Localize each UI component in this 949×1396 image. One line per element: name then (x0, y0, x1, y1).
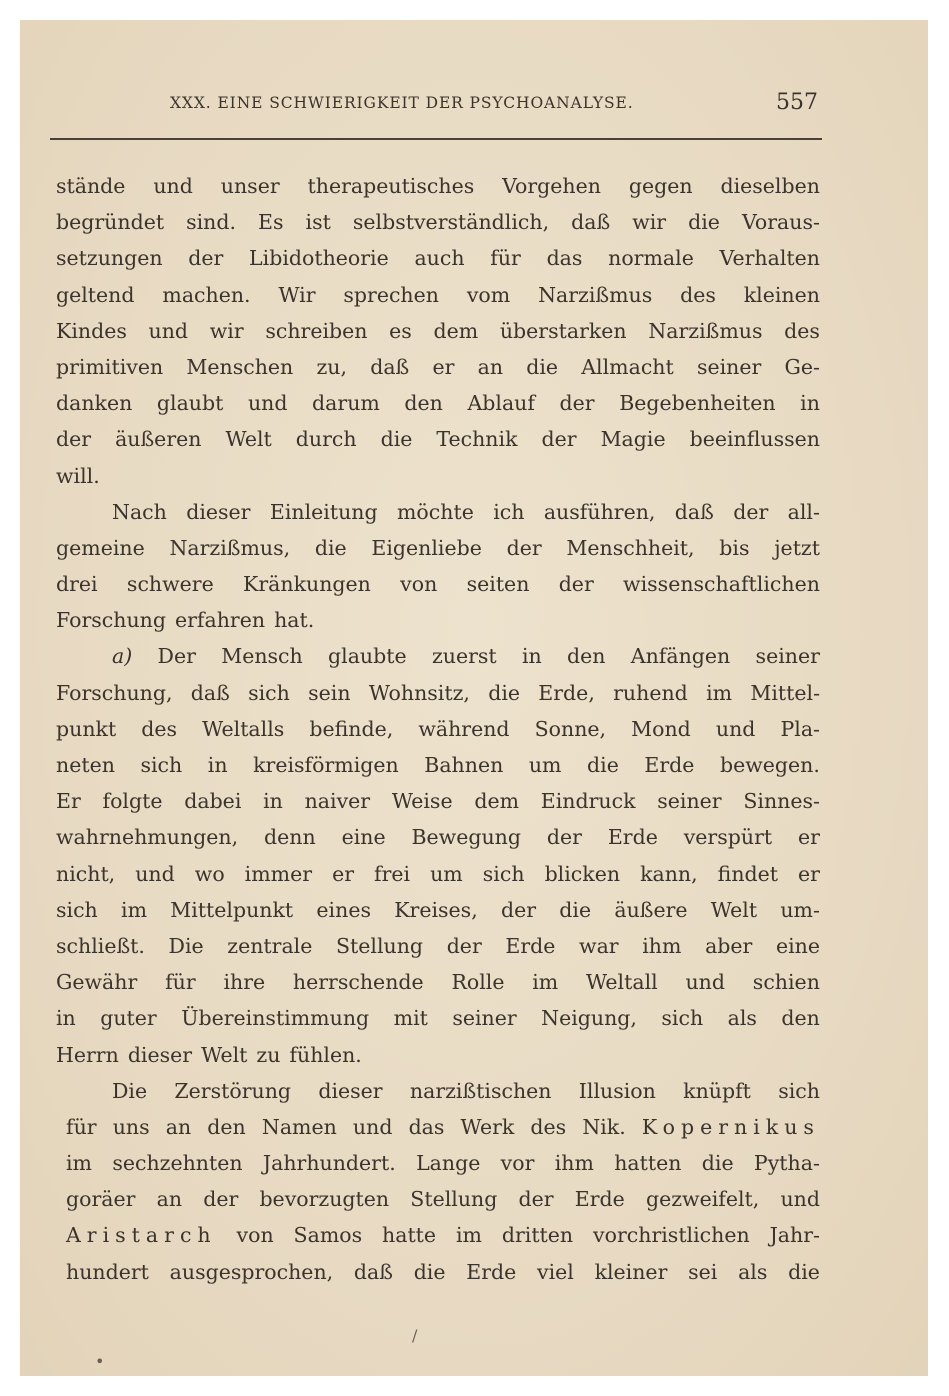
word: der (188, 246, 224, 271)
word: in (56, 1006, 76, 1031)
word: glaubte (328, 644, 407, 669)
word: Der (157, 644, 196, 669)
word: unser (220, 174, 280, 198)
word: Sonne, (534, 716, 607, 741)
word: das (408, 1114, 445, 1139)
text-line (56, 1217, 820, 1253)
word: Kreises, (394, 897, 478, 922)
word: um- (780, 897, 820, 922)
word: Menschheit, (566, 535, 695, 560)
word: schwere (126, 572, 214, 597)
word: Es (258, 210, 284, 235)
word: Neigung, (541, 1006, 637, 1031)
word: Erde (466, 1259, 517, 1284)
word: äußere (614, 897, 688, 922)
word: neten (56, 753, 115, 777)
word: viel (537, 1259, 574, 1284)
text-line (56, 711, 820, 747)
word: Bewegung (411, 825, 521, 850)
word: Voraus- (741, 210, 820, 235)
word: im (455, 1223, 482, 1248)
word: fühlen. (289, 1042, 362, 1067)
word: dieser (318, 1078, 383, 1103)
word: Welt (201, 1042, 248, 1067)
word: denn (264, 825, 316, 850)
word: daß (674, 499, 714, 524)
word: wissenschaftlichen (623, 572, 820, 597)
word: kreisförmigen (253, 753, 399, 777)
word: narzißtischen (409, 1078, 552, 1103)
word: Weise (391, 789, 453, 814)
text-line (56, 1073, 820, 1109)
word: und (715, 716, 756, 741)
word: Sinnes- (743, 789, 820, 814)
text-line (56, 1254, 820, 1290)
word: ausgesprochen, (169, 1259, 334, 1284)
word: Erde (644, 753, 695, 777)
word: Eindruck (540, 789, 636, 814)
word: das (546, 246, 583, 271)
word: in (800, 391, 820, 416)
text-line (56, 530, 820, 566)
word: sich (661, 1006, 704, 1031)
word: bevorzugten (259, 1187, 390, 1212)
word: im (706, 680, 733, 705)
word: Nik. (582, 1114, 626, 1139)
word: Wohnsitz, (368, 680, 470, 705)
word: Pytha- (753, 1151, 820, 1176)
word: schreiben (265, 318, 368, 343)
word: Narzißmus (538, 282, 653, 307)
word: Werk (460, 1114, 515, 1139)
text-line (56, 385, 820, 421)
word: hatte (382, 1223, 437, 1248)
word: er (798, 861, 820, 886)
word: sich (482, 861, 525, 886)
word: kann, (640, 861, 698, 886)
word: Kopernikus (641, 1114, 820, 1139)
word: Stellung (410, 1187, 498, 1212)
page-header (50, 88, 820, 122)
word: Herrn (56, 1042, 119, 1067)
word: und (352, 1114, 393, 1139)
word: Weltall (586, 970, 658, 995)
word: nicht, (56, 861, 116, 886)
word: begründet (56, 210, 165, 235)
word: den (781, 1006, 820, 1031)
word: hat. (274, 608, 315, 633)
word: findet (717, 861, 779, 886)
word: Wir (278, 282, 316, 307)
word: den (404, 391, 443, 416)
text-line (56, 566, 820, 602)
word: der (446, 933, 482, 958)
word: Aristarch (66, 1223, 217, 1248)
word: seiten (466, 572, 530, 597)
word: Samos (293, 1223, 363, 1248)
word: der (546, 825, 582, 850)
text-line (56, 1145, 820, 1181)
word: wir (209, 318, 244, 343)
word: in (207, 753, 228, 777)
word: Begebenheiten (619, 391, 776, 416)
text-line (56, 964, 820, 1000)
word: folgte (102, 789, 163, 814)
word: an (477, 354, 504, 379)
word: befinde, (309, 716, 394, 741)
text-line (56, 494, 820, 530)
word: er (332, 861, 354, 886)
word: dieselben (720, 174, 820, 198)
text-line (56, 168, 820, 204)
word: sich (140, 753, 183, 777)
word: sind. (186, 210, 237, 235)
word: vor (500, 1151, 535, 1176)
word: als (738, 1259, 768, 1284)
text-line (56, 783, 820, 819)
word: dieser (127, 1042, 193, 1067)
word: als (727, 1006, 757, 1031)
word: an (165, 1114, 192, 1139)
word: Mittel- (750, 680, 820, 705)
body-text (56, 168, 820, 1290)
text-line (56, 1181, 820, 1217)
word: und (135, 861, 175, 886)
word: der (56, 427, 92, 452)
text-line (56, 747, 820, 783)
header-rule (50, 138, 822, 140)
word: sei (688, 1259, 718, 1284)
word: Narzißmus (648, 318, 763, 343)
word: Illusion (578, 1078, 656, 1103)
word: naiver (304, 789, 371, 814)
word: Zerstörung (174, 1078, 292, 1103)
word: verspürt (683, 825, 773, 850)
word: des (784, 318, 820, 343)
word: von (236, 1223, 274, 1248)
word: stände (56, 174, 126, 198)
word: kleinen (743, 282, 820, 307)
word: die (701, 1151, 734, 1176)
word: die (526, 354, 559, 379)
word: der (733, 499, 769, 524)
word: und (153, 174, 193, 198)
text-line (56, 313, 820, 349)
word: die (314, 535, 347, 560)
word: in (521, 644, 542, 669)
word: Gewähr (56, 970, 138, 995)
word: er (798, 825, 820, 850)
text-line (56, 675, 820, 711)
word: primitiven (56, 354, 164, 379)
word: kleiner (594, 1259, 668, 1284)
word: Forschung, (56, 680, 173, 705)
word: der (558, 572, 594, 597)
word: der (518, 1187, 554, 1212)
word: Ge- (784, 354, 820, 379)
word: Erde (505, 933, 556, 958)
word: für (66, 1114, 97, 1139)
word: seiner (755, 644, 820, 669)
word: drei (56, 572, 98, 597)
word: uns (112, 1114, 150, 1139)
word: die (413, 1259, 446, 1284)
word: während (418, 716, 510, 741)
word: jetzt (774, 535, 820, 560)
word: Stellung (336, 933, 424, 958)
word: eine (341, 825, 386, 850)
word: wo (194, 861, 225, 886)
word: Die (168, 933, 204, 958)
word: der (500, 897, 537, 922)
word: die (688, 210, 720, 235)
word: Mensch (221, 644, 303, 669)
word: wahrnehmungen, (56, 825, 239, 850)
word: Rolle (451, 970, 505, 995)
word: gemeine (56, 535, 145, 560)
word: im (121, 897, 148, 922)
word: die (488, 680, 521, 705)
word: im (66, 1151, 92, 1176)
text-line (56, 1000, 820, 1036)
word: punkt (56, 716, 117, 741)
word: die (788, 1259, 820, 1284)
page-number: 557 (776, 90, 818, 115)
word: auch (414, 246, 465, 271)
word: darum (312, 391, 380, 416)
word: um (528, 753, 562, 777)
word: immer (244, 861, 313, 886)
word: mit (393, 1006, 428, 1031)
text-line (56, 856, 820, 892)
word: Bahnen (424, 753, 504, 777)
word: Eigenliebe (371, 535, 482, 560)
word: seiner (452, 1006, 517, 1031)
word: erfahren (174, 608, 266, 633)
word: Ablauf (467, 391, 535, 416)
word: ist (305, 210, 331, 235)
word: den (207, 1114, 246, 1139)
word: ausführen, (543, 499, 656, 524)
text-line (56, 240, 820, 276)
word: sich (248, 680, 290, 705)
text-line (56, 458, 820, 494)
word: Narzißmus, (169, 535, 291, 560)
word: goräer (66, 1187, 136, 1212)
word: guter (100, 1006, 157, 1031)
text-line (56, 421, 820, 457)
word: Weltalls (202, 716, 285, 741)
word: geltend (56, 282, 135, 307)
word: ihre (223, 970, 266, 995)
word: dem (433, 318, 479, 343)
word: Pla- (780, 716, 820, 741)
word: der (203, 1187, 239, 1212)
word: eine (775, 933, 820, 958)
word: vorchristlichen (593, 1223, 750, 1248)
word: all- (787, 499, 820, 524)
text-line (56, 602, 820, 638)
word: wir (632, 210, 667, 235)
word: hatten (614, 1151, 682, 1176)
word: blicken (544, 861, 621, 886)
word: an (156, 1187, 183, 1212)
word: Mittelpunkt (170, 897, 294, 922)
word: und (247, 391, 288, 416)
word: durch (295, 427, 357, 452)
word: herrschende (292, 970, 424, 995)
word: Er (56, 789, 81, 814)
word: er (432, 354, 455, 379)
word: Vorgehen (502, 174, 601, 198)
word: ihm (642, 933, 682, 958)
text-line (56, 819, 820, 855)
word: Namen (261, 1114, 337, 1139)
word: selbstverständlich, (352, 210, 550, 235)
paper-speck: • (95, 1352, 105, 1371)
word: zu (256, 1042, 281, 1067)
word: bewegen. (719, 753, 820, 777)
word: sein (308, 680, 351, 705)
word: schließt. (56, 933, 145, 958)
word: der (559, 391, 595, 416)
word: ich (493, 499, 525, 524)
word: in (263, 789, 283, 814)
word: Jahrhundert. (262, 1151, 396, 1176)
word: Welt (710, 897, 758, 922)
word: Forschung (56, 608, 166, 633)
word: des (530, 1114, 567, 1139)
word: Anfängen (630, 644, 731, 669)
word: sechzehnten (112, 1151, 243, 1176)
word: der (541, 427, 577, 452)
word: Verhalten (719, 246, 820, 271)
word: ihm (554, 1151, 594, 1176)
word: möchte (396, 499, 474, 524)
word: Nach (112, 499, 167, 524)
text-line (56, 892, 820, 928)
word: sich (56, 897, 98, 922)
word: überstarken (499, 318, 627, 343)
word: für (165, 970, 196, 995)
word: dem (474, 789, 520, 814)
word: Kindes (56, 318, 127, 343)
word: setzungen (56, 246, 163, 271)
word: Einleitung (269, 499, 378, 524)
word: Kränkungen (243, 572, 371, 597)
word: Übereinstimmung (181, 1006, 370, 1031)
word: und (780, 1187, 820, 1212)
text-line (56, 928, 820, 964)
word: machen. (162, 282, 251, 307)
word: die (587, 753, 619, 777)
word: Technik (436, 427, 518, 452)
word: Welt (225, 427, 272, 452)
word: es (389, 318, 412, 343)
word: hundert (66, 1259, 149, 1284)
text-line (56, 1109, 820, 1145)
word: dieser (186, 499, 251, 524)
word: seiner (696, 354, 762, 379)
word: therapeutisches (307, 174, 475, 198)
word: der (506, 535, 542, 560)
word: normale (608, 246, 694, 271)
text-line (56, 277, 820, 313)
word: zentrale (227, 933, 313, 958)
word: um (430, 861, 463, 886)
word: von (400, 572, 438, 597)
word: dritten (501, 1223, 574, 1248)
word: a) (112, 644, 133, 669)
word: daß (571, 210, 611, 235)
word: Erde (574, 1187, 625, 1212)
word: daß (353, 1259, 393, 1284)
word: des (680, 282, 716, 307)
word: zu, (316, 354, 347, 379)
word: vom (466, 282, 511, 307)
word: äußeren (115, 427, 202, 452)
word: Die (112, 1078, 148, 1103)
word: aber (705, 933, 753, 958)
word: sprechen (343, 282, 439, 307)
word: den (567, 644, 606, 669)
word: daß (190, 680, 230, 705)
text-line (56, 638, 820, 674)
word: bis (719, 535, 750, 560)
word: war (579, 933, 619, 958)
word: Lange (416, 1151, 481, 1176)
word: für (490, 246, 521, 271)
word: glaubt (156, 391, 224, 416)
word: seiner (657, 789, 722, 814)
word: Menschen (186, 354, 294, 379)
word: danken (56, 391, 133, 416)
word: die (380, 427, 413, 452)
word: Magie (600, 427, 666, 452)
paper-speck: / (412, 1326, 418, 1345)
word: Libidotheorie (249, 246, 389, 271)
word: ruhend (613, 680, 688, 705)
word: und (685, 970, 726, 995)
text-line (56, 349, 820, 385)
word: frei (374, 861, 411, 886)
word: zuerst (431, 644, 497, 669)
word: im (532, 970, 559, 995)
word: Erde (607, 825, 658, 850)
word: gezweifelt, (645, 1187, 760, 1212)
word: und (148, 318, 189, 343)
word: daß (370, 354, 410, 379)
text-line (56, 1037, 820, 1073)
word: eines (316, 897, 371, 922)
word: gegen (628, 174, 693, 198)
word: des (141, 716, 178, 741)
word: dabei (184, 789, 242, 814)
word: sich (778, 1078, 820, 1103)
word: will. (56, 463, 100, 488)
running-head: XXX. EINE SCHWIERIGKEIT DER PSYCHOANALYSE. (170, 94, 634, 112)
text-line (56, 204, 820, 240)
word: schien (752, 970, 820, 995)
word: beeinflussen (689, 427, 820, 452)
word: knüpft (683, 1078, 751, 1103)
word: Erde, (538, 680, 595, 705)
word: Allmacht (581, 354, 674, 379)
word: die (559, 897, 592, 922)
word: Jahr- (769, 1223, 820, 1248)
word: Mond (631, 716, 691, 741)
